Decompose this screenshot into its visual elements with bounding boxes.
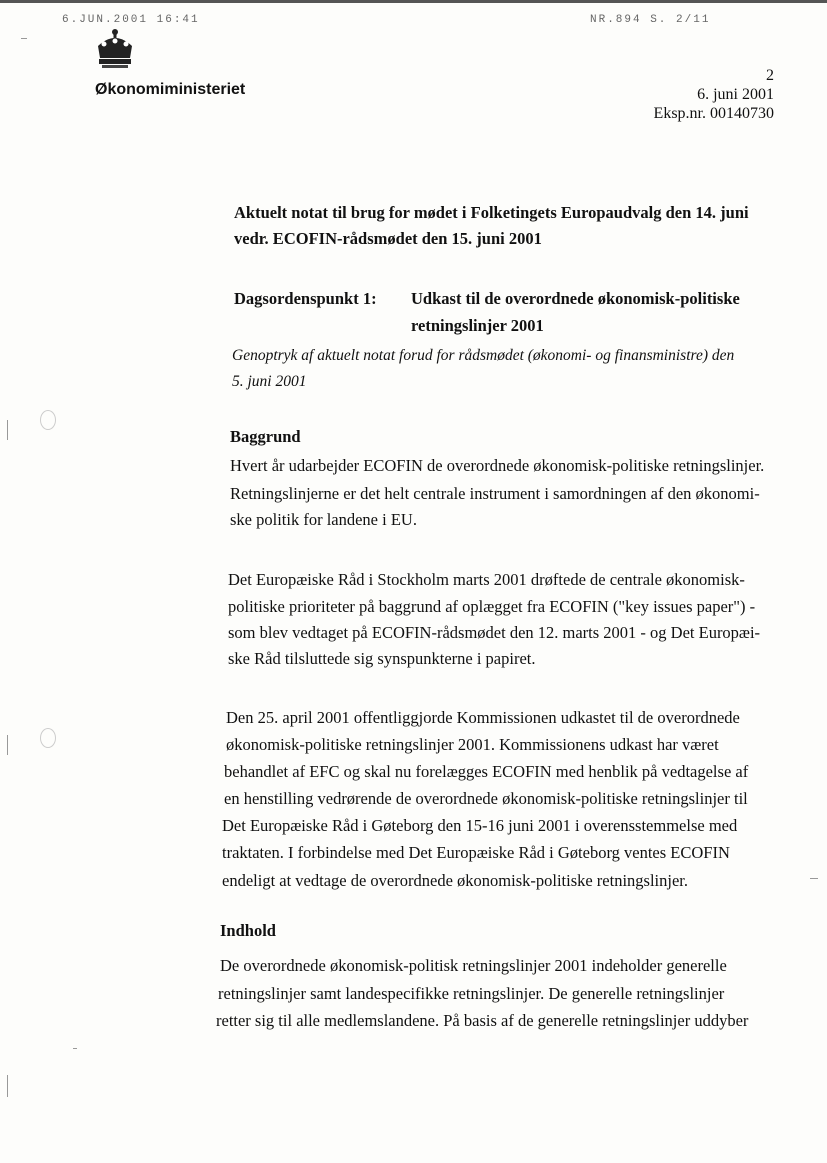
paragraph-line: retningslinjer samt landespecifikke retningslinjer. De generelle retningslinjer xyxy=(218,984,725,1003)
scan-mark xyxy=(810,878,818,879)
document-date: 6. juni 2001 xyxy=(697,86,774,103)
agenda-label: Dagsordenspunkt 1: xyxy=(234,289,377,308)
file-number: Eksp.nr. 00140730 xyxy=(653,105,774,122)
paragraph-line: traktaten. I forbindelse med Det Europæiske Råd i Gøteborg ventes ECOFIN xyxy=(222,843,730,862)
section-heading-indhold: Indhold xyxy=(220,921,276,940)
scan-mark xyxy=(7,1075,8,1097)
paragraph-line: politiske prioriteter på baggrund af oplægget fra ECOFIN ("key issues paper") - xyxy=(228,597,756,616)
agenda-title-line-2: retningslinjer 2001 xyxy=(411,316,544,335)
reprint-note-line-2: 5. juni 2001 xyxy=(232,373,307,390)
page-number: 2 xyxy=(766,67,774,84)
paragraph-line: som blev vedtaget på ECOFIN-rådsmødet den 12. marts 2001 - og Det Europæi- xyxy=(228,623,761,642)
fax-header-right: NR.894 S. 2/11 xyxy=(590,14,711,26)
fax-header-left: 6.JUN.2001 16:41 xyxy=(62,14,200,26)
title-line-2: vedr. ECOFIN-rådsmødet den 15. juni 2001 xyxy=(234,229,542,248)
scan-mark xyxy=(7,735,8,755)
paragraph-line: Den 25. april 2001 offentliggjorde Kommissionen udkastet til de overordnede xyxy=(226,708,740,727)
paragraph-line: retter sig til alle medlemslandene. På basis af de generelle retningslinjer uddyber xyxy=(216,1011,749,1030)
paragraph-line: ske politik for landene i EU. xyxy=(230,510,417,529)
scan-mark xyxy=(7,420,8,440)
paragraph-line: ske Råd tilsluttede sig synspunkterne i papiret. xyxy=(228,649,536,668)
paragraph-line: en henstilling vedrørende de overordnede økonomisk-politiske retningslinjer til xyxy=(224,789,748,808)
paragraph-line: Hvert år udarbejder ECOFIN de overordnede økonomisk-politiske retningslinjer. xyxy=(230,456,765,475)
scan-mark xyxy=(21,38,27,39)
scan-top-edge xyxy=(0,0,827,3)
paragraph-line: behandlet af EFC og skal nu forelægges ECOFIN med henblik på vedtagelse af xyxy=(224,762,749,781)
paragraph-line: Det Europæiske Råd i Stockholm marts 2001 drøftede de centrale økonomisk- xyxy=(228,570,745,589)
scan-mark xyxy=(73,1048,77,1049)
paragraph-line: Retningslinjerne er det helt centrale instrument i samordningen af den økonomi- xyxy=(230,484,760,503)
header-meta xyxy=(654,66,774,123)
agenda-title-line-1: Udkast til de overordnede økonomisk-politiske xyxy=(411,289,740,308)
reprint-note-line-1: Genoptryk af aktuelt notat forud for rådsmødet (økonomi- og finansministre) den xyxy=(232,347,735,364)
ministry-name: Økonomiministeriet xyxy=(95,81,246,98)
section-heading-baggrund: Baggrund xyxy=(230,427,301,446)
punch-hole xyxy=(40,728,56,748)
paragraph-line: økonomisk-politiske retningslinjer 2001. Kommissionens udkast har været xyxy=(226,735,719,754)
paragraph-line: De overordnede økonomisk-politisk retningslinjer 2001 indeholder generelle xyxy=(220,956,727,975)
paragraph-line: endeligt at vedtage de overordnede økonomisk-politiske retningslinjer. xyxy=(222,871,689,890)
title-line-1: Aktuelt notat til brug for mødet i Folketingets Europaudvalg den 14. juni xyxy=(234,203,749,222)
punch-hole xyxy=(40,410,56,430)
paragraph-line: Det Europæiske Råd i Gøteborg den 15-16 juni 2001 i overensstemmelse med xyxy=(222,816,738,835)
royal-crown-logo xyxy=(92,26,138,72)
